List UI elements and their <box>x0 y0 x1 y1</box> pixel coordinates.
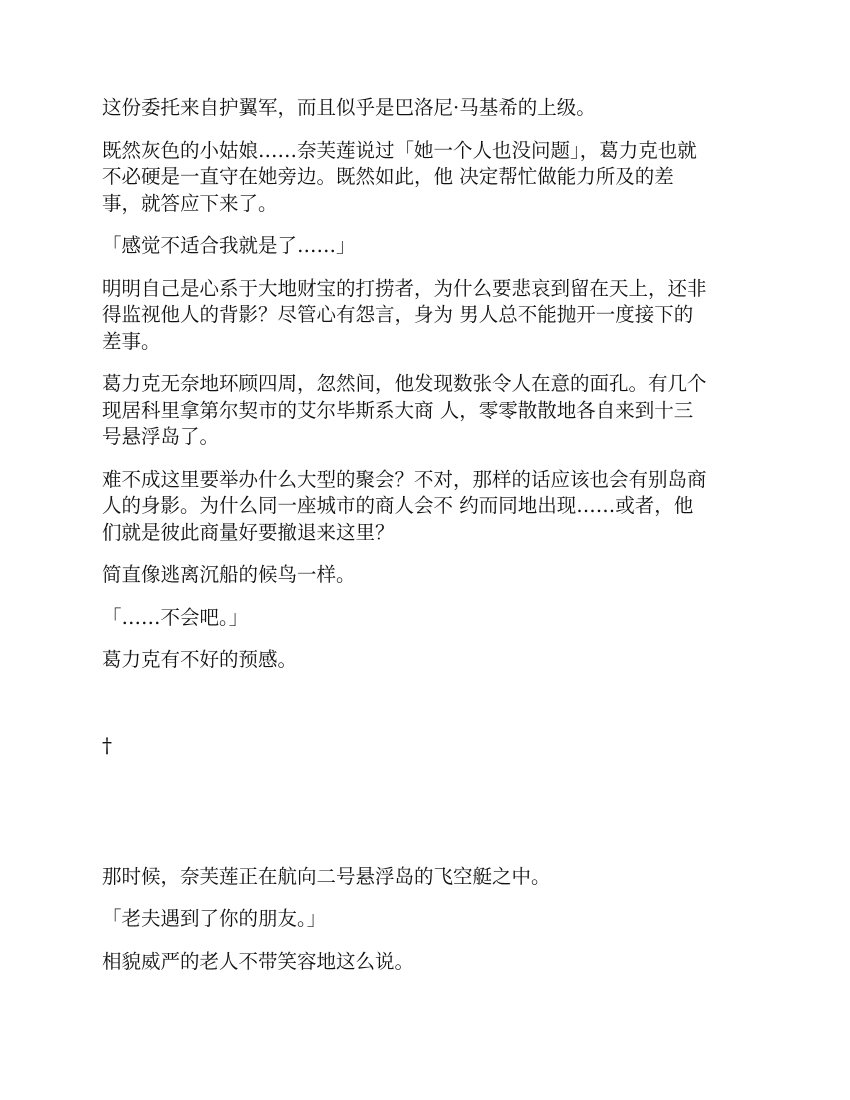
paragraph <box>102 864 757 891</box>
text-line: 葛力克有不好的预感。 <box>102 648 298 671</box>
paragraph <box>102 949 757 976</box>
text-line: 们就是彼此商量好要撤退来这里？ <box>102 520 395 544</box>
paragraph <box>102 233 757 260</box>
text-line: 不必硬是一直守在她旁边。既然如此，他 决定帮忙做能力所及的差 <box>102 165 674 188</box>
document-page <box>102 95 757 991</box>
text-line: 人的身影。为什么同一座城市的商人会不 约而同地出现……或者，他 <box>102 494 694 517</box>
paragraph <box>102 371 757 451</box>
paragraph <box>102 605 757 632</box>
paragraph <box>102 95 757 122</box>
text-line: 事，就答应下来了。 <box>102 191 278 215</box>
text-line: 「感觉不适合我就是了……」 <box>102 234 356 257</box>
paragraph <box>102 562 757 589</box>
text-line: 简直像逃离沉船的候鸟一样。 <box>102 563 356 586</box>
text-line: 差事。 <box>102 329 161 353</box>
text-line: 现居科里拿第尔契市的艾尔毕斯系大商 人，零零散散地各自来到十三 <box>102 398 694 422</box>
text-line: 明明自己是心系于大地财宝的打捞者，为什么要悲哀到留在天上，还非 <box>102 276 707 300</box>
text-body-part-1 <box>102 95 757 674</box>
text-line: 这份委托来自护翼军，而且似乎是巴洛尼·马基希的上级。 <box>102 96 596 119</box>
text-body-part-2 <box>102 864 757 976</box>
paragraph <box>102 647 757 674</box>
text-line: 相貌威严的老人不带笑容地这么说。 <box>102 949 415 973</box>
paragraph <box>102 276 757 356</box>
text-line: 「老夫遇到了你的朋友。」 <box>102 907 327 930</box>
paragraph <box>102 138 757 218</box>
text-line: 葛力克无奈地环顾四周，忽然间，他发现数张令人在意的面孔。有几个 <box>102 372 707 395</box>
paragraph <box>102 467 757 547</box>
text-line: 难不成这里要举办什么大型的聚会？不对，那样的话应该也会有别岛商 <box>102 467 707 491</box>
text-line: 号悬浮岛了。 <box>102 425 220 448</box>
section-divider-mark: † <box>102 732 112 757</box>
text-line: 得监视他人的背影？尽管心有怨言，身为 男人总不能抛开一度接下的 <box>102 303 694 326</box>
text-line: 既然灰色的小姑娘……奈芙莲说过「她一个人也没问题」，葛力克也就 <box>102 138 697 162</box>
paragraph <box>102 906 757 933</box>
text-line: 「……不会吧。」 <box>102 605 249 629</box>
text-line: 那时候，奈芙莲正在航向二号悬浮岛的飞空艇之中。 <box>102 864 551 888</box>
